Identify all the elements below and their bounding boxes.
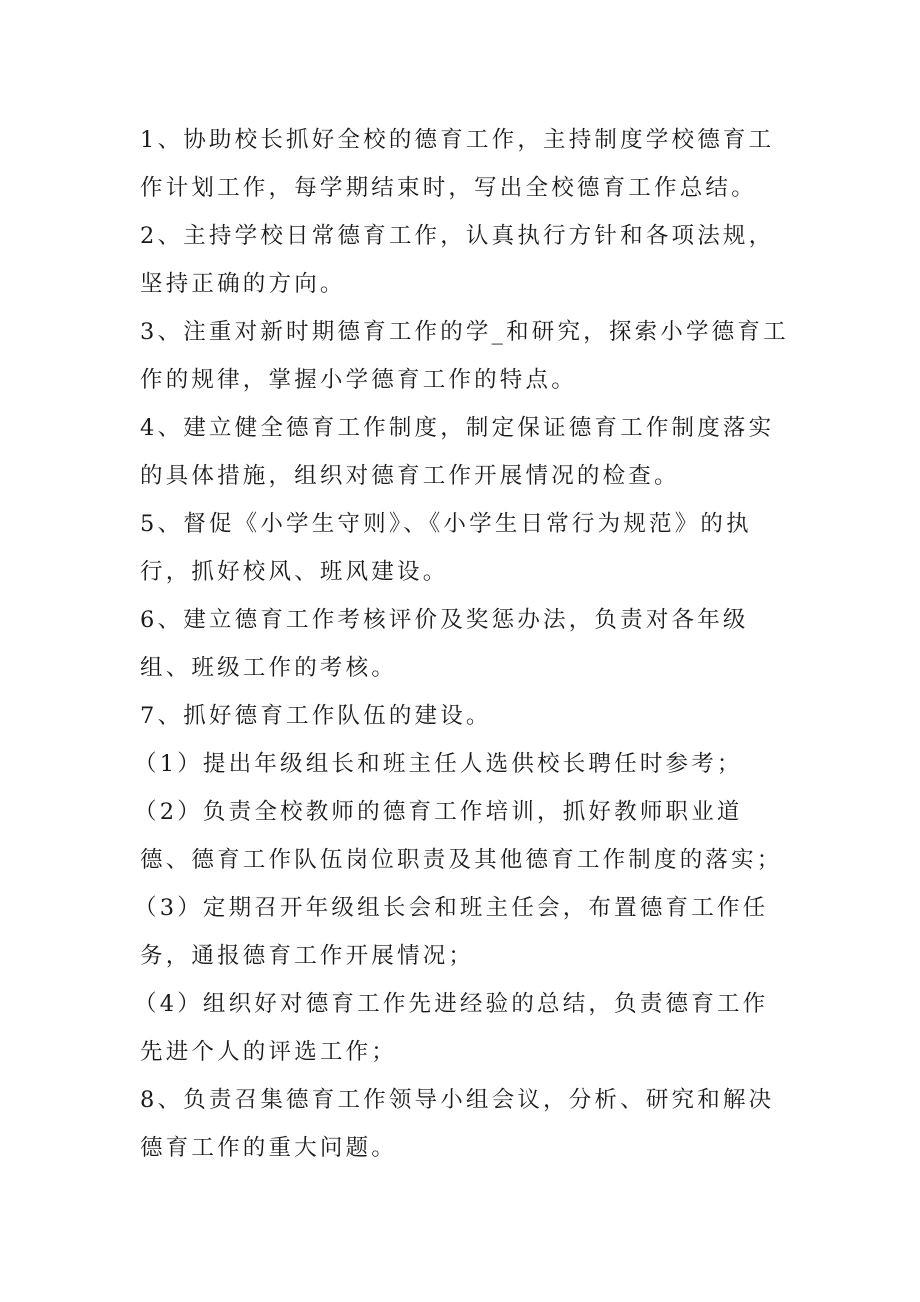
paragraph-7-item-4: （4）组织好对德育工作先进经验的总结，负责德育工作先进个人的评选工作； — [134, 991, 769, 1065]
paragraph-6: 6、建立德育工作考核评价及奖惩办法，负责对各年级组、班级工作的考核。 — [140, 607, 749, 681]
paragraph-8: 8、负责召集德育工作领导小组会议，分析、研究和解决德育工作的重大问题。 — [140, 1087, 775, 1161]
document-body — [134, 116, 790, 1172]
paragraph-4: 4、建立健全德育工作制度，制定保证德育工作制度落实的具体措施，组织对德育工作开展情况的检查。 — [140, 415, 775, 489]
paragraph-7-item-3: （3）定期召开年级组长会和班主任会，布置德育工作任务，通报德育工作开展情况； — [134, 895, 769, 969]
paragraph-3: 3、注重对新时期德育工作的学_和研究，探索小学德育工作的规律，掌握小学德育工作的特点。 — [140, 319, 789, 393]
paragraph-1: 1、协助校长抓好全校的德育工作，主持制度学校德育工作计划工作，每学期结束时，写出全校德育工作总结。 — [140, 127, 775, 201]
paragraph-5: 5、督促《小学生守则》、《小学生日常行为规范》的执行，抓好校风、班风建设。 — [140, 511, 752, 585]
paragraph-7-item-1: （1）提出年级组长和班主任人选供校长聘任时参考； — [134, 751, 743, 777]
paragraph-2: 2、主持学校日常德育工作，认真执行方针和各项法规，坚持正确的方向。 — [140, 223, 775, 297]
paragraph-7-item-2: （2）负责全校教师的德育工作培训，抓好教师职业道德、德育工作队伍岗位职责及其他德育工作制度的落实； — [134, 799, 783, 873]
paragraph-7: 7、抓好德育工作队伍的建设。 — [140, 703, 492, 729]
